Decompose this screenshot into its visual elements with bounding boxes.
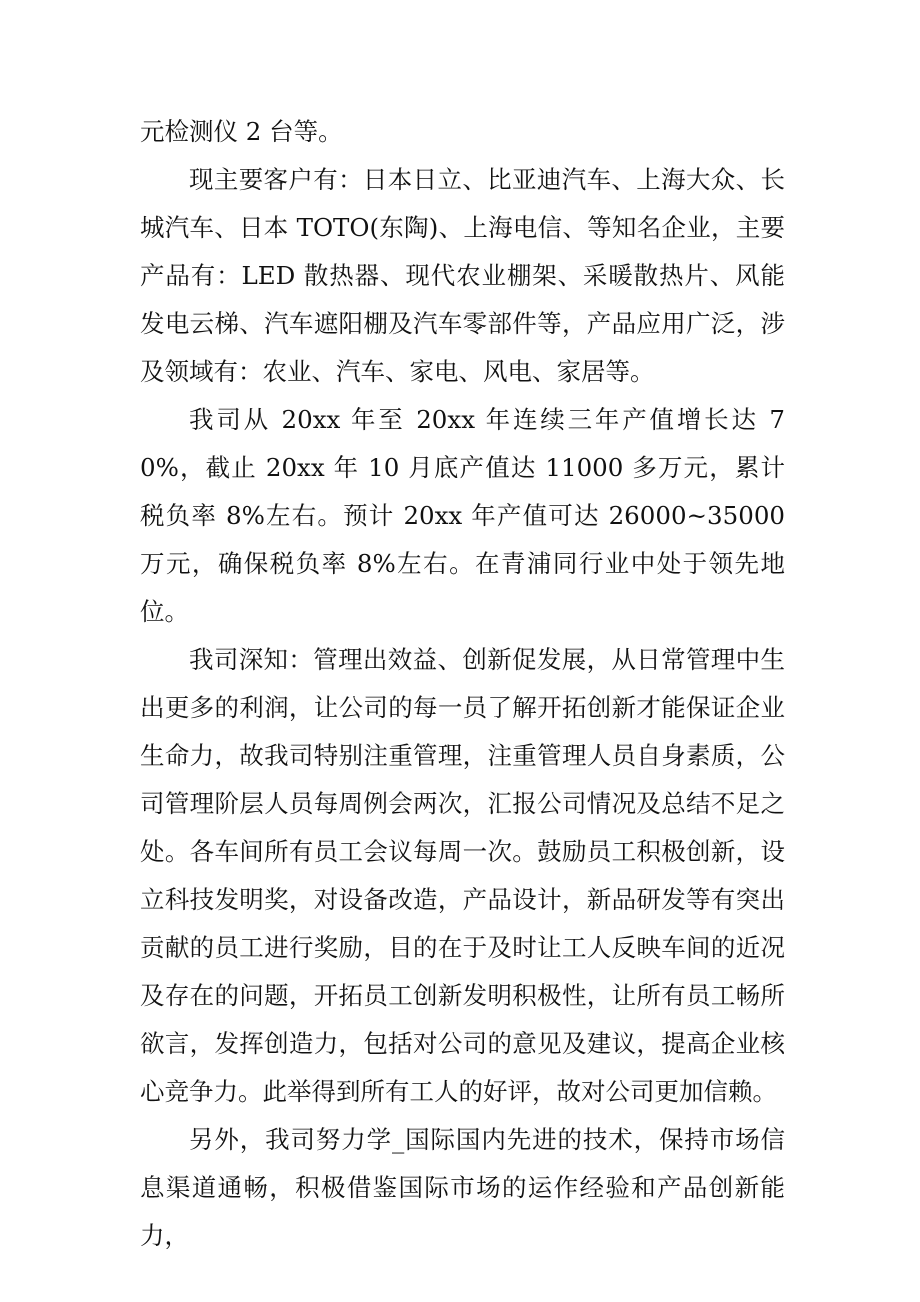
paragraph-technology: 另外，我司努力学_国际国内先进的技术，保持市场信息渠道通畅，积极借鉴国际市场的运作经验和产品创新能力， [140, 1125, 785, 1250]
document-body [140, 108, 785, 1260]
paragraph-management: 我司深知：管理出效益、创新促发展，从日常管理中生出更多的利润，让公司的每一员了解开拓创新才能保证企业生命力，故我司特别注重管理，注重管理人员自身素质，公司管理阶层人员每周例会两次，汇报公司情况及总结不足之处。各车间所有员工会议每周一次。鼓励员工积极创新，设立科技发明奖，对设备改造，产品设计，新品研发等有突出贡献的员工进行奖励，目的在于及时让工人反映车间的近况及存在的问题，开拓员工创新发明积极性，让所有员工畅所欲言，发挥创造力，包括对公司的意见及建议，提高企业核心竞争力。此举得到所有工人的好评，故对公司更加信赖。 [140, 645, 785, 1106]
paragraph-output-growth: 我司从 20xx 年至 20xx 年连续三年产值增长达 70%，截止 20xx 年 10 月底产值达 11000 多万元，累计税负率 8%左右。预计 20xx 年产值可达 26000~35000 万元，确保税负率 8%左右。在青浦同行业中处于领先地位。 [140, 405, 785, 626]
paragraph-customers-products: 现主要客户有：日本日立、比亚迪汽车、上海大众、长城汽车、日本 TOTO(东陶)、上海电信、等知名企业，主要产品有：LED 散热器、现代农业棚架、采暖散热片、风能发电云梯、汽车遮阳棚及汽车零部件等，产品应用广泛，涉及领域有：农业、汽车、家电、风电、家居等。 [140, 165, 785, 386]
paragraph-continuation: 元检测仪 2 台等。 [140, 117, 343, 146]
